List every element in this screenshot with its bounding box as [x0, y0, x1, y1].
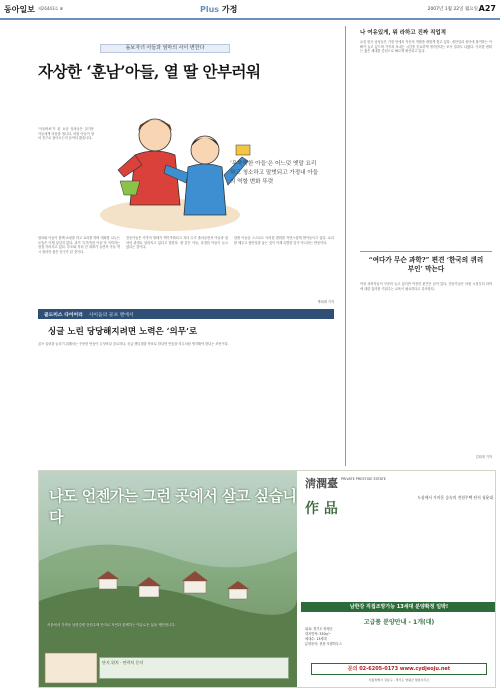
ad-big-text: 作 品	[305, 501, 338, 517]
feature-body-col2: 전문가들은 가족의 형태가 핵가족화되고 자녀 수가 줄어들면서 아들과 엄마의 관계도 달라지고 있다고 말한다. 딸 같은 아들, 다정한 아들이 늘고 있다는 것이다.	[126, 236, 228, 250]
section-prefix: Plus	[200, 5, 220, 14]
golf-column-bar	[38, 309, 334, 319]
publish-date: 2007년 1월 22일 월요일	[427, 7, 478, 12]
house-1	[99, 579, 117, 589]
ad-title: 나도 언젠가는 그런 곳에서 살고 싶습니다	[49, 487, 297, 526]
house-3	[184, 581, 206, 593]
ad-logo[interactable]: 淸潤臺	[305, 477, 338, 490]
feature-pullquote: ‘무뚝뚝한 아들’은 어느덧 옛말 요리하고 청소하고 말벗되고 가정내 아들의 역할 변화 뚜렷	[230, 161, 319, 185]
son-body	[184, 164, 226, 215]
real-estate-ad[interactable]	[38, 470, 496, 688]
page-header	[0, 0, 500, 20]
page-number: A27	[478, 4, 496, 13]
shopping-bag	[236, 145, 250, 155]
right-headline[interactable]: “여다가 무슨 과학?” 편견 ‘한국의 퀴리부인’ 막는다	[368, 256, 484, 273]
right-section-title[interactable]: 나 여유있게, 뭐 라하고 진짜 직업적	[360, 30, 447, 36]
right-body-top: 요즘 한국 남성들은 가정 안에서 자신의 역할을 새롭게 찾고 있다. 집안일과 육아에 참여하는 아빠가 늘고 있으며 가족과 보내는 시간을 중요하게 생각한다는 조사 결과도 나왔다. 이러한 변화는 젊은 세대를 중심으로 빠르게 확산되고 있다.	[360, 40, 492, 54]
ad-punchline: 도심에서 가까운 숲속의 전원주택 단지 청윤대	[417, 495, 493, 500]
right-byline: 김희정 기자	[475, 455, 492, 459]
ad-info-panel	[301, 471, 496, 688]
golf-body: 골프 실력을 늘리기 위해서는 꾸준한 연습이 무엇보다 중요하다. 싱글 핸디캡을 목표로 한다면 연습을 의무처럼 생각해야 한다는 조언이다.	[38, 342, 229, 346]
feature-body-col1: 엄마와 아들이 함께 쇼핑을 하고 요리를 하며 대화를 나누는 모습은 이제 낯설지 않다. 과거 ‘무뚝뚝한 아들’의 이미지는 점점 사라지고 있다. 부모와 자녀 간 대화가 늘면서 아들 역시 엄마의 좋은 친구가 된 것이다.	[38, 236, 120, 254]
ad-subtitle: 고급품 분양안내 - 1개(대)	[363, 619, 435, 626]
ad-logo-sub: PRIVATE PRESTIGE ESTATE	[341, 477, 386, 481]
section-title	[200, 4, 237, 15]
right-body-bottom: 여성 과학자들이 꾸준히 늘고 있지만 여전히 편견은 남아 있다. 전문가들은 어린 시절부터 과학에 대한 흥미를 키워주는 교육이 필요하다고 강조한다.	[360, 282, 492, 291]
right-divider	[360, 251, 492, 252]
feature-kicker: 돌보자녀 아들과 엄마의 사이 변한다	[100, 44, 230, 53]
ad-address: 서울특별시 강남구 · 경기도 양평군 현장사무소	[368, 678, 430, 682]
ad-phone[interactable]: 문의 02-6205-0173 www.cydjeoju.net	[311, 663, 487, 675]
golf-headline[interactable]: 싱글 노린 당당해지려면 노력은 ‘의무’로	[48, 327, 198, 337]
newspaper-brand[interactable]: 동아일보	[4, 3, 35, 14]
feature-body-col3: 한편 아들들 스스로도 이러한 변화를 자연스럽게 받아들이고 있다. 요리를 배우고 집안일을 돕는 것이 이제 특별한 일이 아니라는 반응이다.	[234, 236, 334, 245]
ad-contact-box[interactable]: 단지 위치 · 연락처 문의	[99, 657, 289, 679]
golf-column-sublabel: 사이음의 골프 멘에서	[88, 312, 134, 318]
ad-inset-photo	[45, 653, 97, 683]
son-face	[191, 136, 219, 164]
house-4	[229, 589, 247, 599]
ad-detail-item: 대지면적: 330㎡~	[305, 632, 332, 636]
ad-detail-item: 세대수: 13세대	[305, 637, 327, 641]
ad-detail-item: 분양문의: 현장 모델하우스	[305, 642, 342, 646]
ad-summary: 서울에서 가까운 남한강변 전원주택 단지로 자연과 함께하는 여유로운 삶을 제안합니다.	[47, 623, 176, 627]
feature-headline[interactable]: 자상한 ‘훈남’아들, 열 딸 안부러워	[38, 62, 261, 81]
feature-byline: 박희제 기자	[317, 300, 334, 304]
section-name: 가정	[221, 5, 238, 14]
house-2	[139, 586, 159, 597]
golf-column-label[interactable]: 골드미스 다이어리	[44, 312, 83, 318]
column-divider	[345, 26, 346, 466]
feature-side-caption: ‘아들바보’가 된 요즘 엄마들은 살가운 아들에게 마음을 엽니다. 어떤 아들이 엄마 친구로 돌아오는지 들여다 봤습니다.	[38, 127, 94, 141]
ad-banner: 남한강 직접조망가능 13세대 분양확정 임박!	[301, 602, 496, 612]
ad-detail-list	[305, 627, 493, 647]
ad-detail-item: 위치: 경기도 양평군	[305, 627, 333, 631]
issue-number: 제26443호 ⑧	[37, 6, 64, 11]
